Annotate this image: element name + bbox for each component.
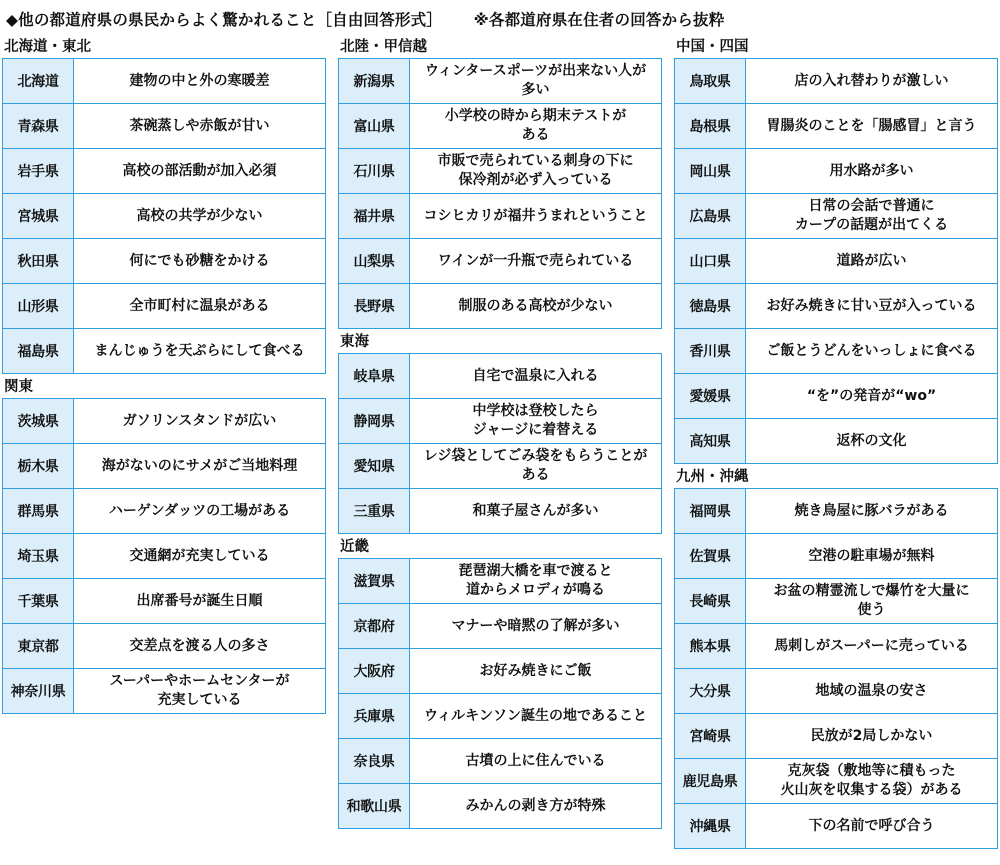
answer-text: “を”の発音が“wo”: [806, 387, 937, 404]
prefecture-name: 山形県: [3, 284, 74, 328]
prefecture-name: 京都府: [339, 604, 410, 648]
table-row: [3, 284, 325, 329]
prefecture-name: 北海道: [3, 59, 74, 103]
answer-text: 馬刺しがスーパーに売っている: [774, 637, 969, 654]
answer-text: 自宅で温泉に入れる: [472, 367, 599, 384]
prefecture-name: 滋賀県: [339, 559, 410, 603]
answer-text: 茶碗蒸しや赤飯が甘い: [129, 117, 270, 134]
answer-text: 出席番号が誕生日順: [136, 592, 263, 609]
prefecture-name: 千葉県: [3, 579, 74, 623]
table-row: [675, 194, 997, 239]
table-row: [3, 104, 325, 149]
region-table: [674, 58, 998, 464]
region-table: [2, 398, 326, 714]
answer-text: 海がないのにサメがご当地料理: [101, 457, 298, 474]
region-title: 近畿: [340, 539, 369, 555]
prefecture-name: 香川県: [675, 329, 746, 373]
table-row: [675, 489, 997, 534]
region-section: [2, 36, 326, 374]
table-row: [339, 444, 661, 489]
answer-text: 全市町村に温泉がある: [129, 297, 270, 314]
answer-text: 小学校の時から期末テストが ある: [444, 108, 627, 143]
answer-text: 制服のある高校が少ない: [458, 297, 613, 314]
answer-text: ハーゲンダッツの工場がある: [108, 502, 291, 519]
answer-text: まんじゅうを天ぷらにして食べる: [94, 342, 305, 359]
table-row: [3, 239, 325, 284]
prefecture-name: 徳島県: [675, 284, 746, 328]
prefecture-name: 鳥取県: [675, 59, 746, 103]
answer-text: 琵琶湖大橋を車で渡ると 道からメロディが鳴る: [458, 563, 613, 598]
region-table: [338, 58, 662, 329]
answer-text: ウィンタースポーツが出来ない人が 多い: [424, 63, 647, 98]
region-table: [674, 488, 998, 849]
prefecture-name: 愛媛県: [675, 374, 746, 418]
prefecture-name: 兵庫県: [339, 694, 410, 738]
table-row: [675, 759, 997, 804]
table-row: [675, 804, 997, 849]
table-row: [3, 489, 325, 534]
answer-text: 店の入れ替わりが激しい: [794, 72, 949, 89]
prefecture-name: 青森県: [3, 104, 74, 148]
region-section: [338, 331, 662, 534]
region-title: 関東: [4, 379, 33, 395]
prefecture-name: 和歌山県: [339, 784, 410, 828]
region-section: [338, 536, 662, 829]
column-1: [2, 36, 326, 716]
region-section: [2, 376, 326, 714]
table-row: [3, 194, 325, 239]
answer-text: コシヒカリが福井うまれということ: [423, 207, 648, 224]
prefecture-name: 島根県: [675, 104, 746, 148]
region-title: 東海: [340, 334, 369, 350]
prefecture-name: 奈良県: [339, 739, 410, 783]
table-row: [339, 649, 661, 694]
table-row: [675, 419, 997, 464]
answer-text: ご飯とうどんをいっしょに食べる: [766, 342, 977, 359]
table-row: [339, 149, 661, 194]
region-section: [674, 466, 998, 849]
table-row: [339, 284, 661, 329]
region-table: [2, 58, 326, 374]
answer-text: お盆の精霊流しで爆竹を大量に 使う: [773, 583, 970, 618]
prefecture-name: 岐阜県: [339, 354, 410, 398]
column-3: [674, 36, 998, 851]
answer-text: 胃腸炎のことを「腸感冒」と言う: [766, 117, 977, 134]
answer-text: お好み焼きにご飯: [479, 662, 592, 679]
prefecture-name: 長野県: [339, 284, 410, 328]
answer-text: 克灰袋（敷地等に積もった 火山灰を収集する袋）がある: [780, 763, 963, 798]
region-title: 九州・沖縄: [676, 469, 749, 485]
table-row: [675, 714, 997, 759]
table-row: [339, 784, 661, 829]
answer-text: ガソリンスタンドが広い: [122, 412, 277, 429]
prefecture-name: 鹿児島県: [675, 759, 746, 803]
prefecture-name: 栃木県: [3, 444, 74, 488]
table-row: [3, 444, 325, 489]
answer-text: ワインが一升瓶で売られている: [437, 252, 634, 269]
prefecture-name: 茨城県: [3, 399, 74, 443]
answer-text: レジ袋としてごみ袋をもらうことが ある: [423, 448, 648, 483]
answer-text: マナーや暗黙の了解が多い: [451, 617, 620, 634]
prefecture-name: 宮崎県: [675, 714, 746, 758]
answer-text: 中学校は登校したら ジャージに着替える: [472, 403, 599, 438]
table-row: [339, 59, 661, 104]
answer-text: 何にでも砂糖をかける: [129, 252, 270, 269]
prefecture-name: 大分県: [675, 669, 746, 713]
table-row: [3, 59, 325, 104]
answer-text: 空港の駐車場が無料: [808, 547, 935, 564]
answer-text: 交通網が充実している: [129, 547, 270, 564]
answer-text: 高校の部活動が加入必須: [122, 162, 277, 179]
region-section: [674, 36, 998, 464]
table-row: [675, 284, 997, 329]
table-row: [675, 329, 997, 374]
prefecture-name: 岩手県: [3, 149, 74, 193]
answer-text: 返杯の文化: [836, 432, 907, 449]
answer-text: みかんの剥き方が特殊: [465, 797, 606, 814]
page-title: ◆他の都道府県の県民からよく驚かれること［自由回答形式］: [6, 11, 443, 29]
region-table: [338, 353, 662, 534]
prefecture-name: 高知県: [675, 419, 746, 463]
prefecture-name: 群馬県: [3, 489, 74, 533]
prefecture-name: 神奈川県: [3, 669, 74, 713]
table-row: [675, 149, 997, 194]
region-title: 北海道・東北: [4, 39, 91, 55]
prefecture-name: 山口県: [675, 239, 746, 283]
prefecture-name: 長崎県: [675, 579, 746, 623]
table-row: [339, 559, 661, 604]
prefecture-name: 秋田県: [3, 239, 74, 283]
answer-text: 和菓子屋さんが多い: [472, 502, 599, 519]
prefecture-name: 東京都: [3, 624, 74, 668]
table-row: [339, 604, 661, 649]
table-row: [3, 329, 325, 374]
table-row: [339, 694, 661, 739]
prefecture-name: 石川県: [339, 149, 410, 193]
prefecture-name: 佐賀県: [675, 534, 746, 578]
answer-text: ウィルキンソン誕生の地であること: [423, 707, 648, 724]
table-row: [3, 534, 325, 579]
region-title: 北陸・甲信越: [340, 39, 427, 55]
table-row: [675, 104, 997, 149]
table-row: [675, 624, 997, 669]
prefecture-name: 熊本県: [675, 624, 746, 668]
table-row: [339, 354, 661, 399]
prefecture-name: 富山県: [339, 104, 410, 148]
answer-text: 下の名前で呼び合う: [808, 817, 935, 834]
prefecture-name: 福岡県: [675, 489, 746, 533]
prefecture-name: 愛知県: [339, 444, 410, 488]
answer-text: 高校の共学が少ない: [136, 207, 263, 224]
answer-text: スーパーやホームセンターが 充実している: [109, 673, 290, 708]
table-row: [339, 739, 661, 784]
page-note: ※各都道府県在住者の回答から抜粋: [473, 11, 725, 29]
table-row: [339, 194, 661, 239]
prefecture-name: 岡山県: [675, 149, 746, 193]
answer-text: 焼き鳥屋に豚バラがある: [794, 502, 949, 519]
table-row: [339, 239, 661, 284]
table-row: [3, 624, 325, 669]
answer-text: 地域の温泉の安さ: [815, 682, 928, 699]
page-header: [6, 8, 996, 32]
prefecture-name: 広島県: [675, 194, 746, 238]
table-row: [675, 59, 997, 104]
region-table: [338, 558, 662, 829]
prefecture-name: 静岡県: [339, 399, 410, 443]
prefecture-name: 山梨県: [339, 239, 410, 283]
answer-text: 古墳の上に住んでいる: [465, 752, 606, 769]
region-title: 中国・四国: [676, 39, 749, 55]
table-row: [675, 579, 997, 624]
table-row: [3, 579, 325, 624]
prefecture-name: 沖縄県: [675, 804, 746, 848]
answer-text: 日常の会話で普通に カープの話題が出てくる: [794, 198, 949, 233]
table-row: [675, 669, 997, 714]
table-row: [3, 149, 325, 194]
prefecture-name: 福井県: [339, 194, 410, 238]
prefecture-name: 三重県: [339, 489, 410, 533]
table-row: [675, 239, 997, 284]
region-section: [338, 36, 662, 329]
column-2: [338, 36, 662, 831]
table-row: [339, 489, 661, 534]
prefecture-name: 新潟県: [339, 59, 410, 103]
table-row: [675, 534, 997, 579]
answer-text: 市販で売られている刺身の下に 保冷剤が必ず入っている: [437, 153, 634, 188]
table-row: [3, 399, 325, 444]
prefecture-name: 福島県: [3, 329, 74, 373]
answer-text: 用水路が多い: [829, 162, 914, 179]
table-row: [339, 399, 661, 444]
answer-text: 民放が2局しかない: [810, 727, 933, 744]
answer-text: 建物の中と外の寒暖差: [129, 72, 270, 89]
prefecture-name: 宮城県: [3, 194, 74, 238]
table-row: [3, 669, 325, 714]
answer-text: 交差点を渡る人の多さ: [129, 637, 270, 654]
table-row: [339, 104, 661, 149]
answer-text: お好み焼きに甘い豆が入っている: [766, 297, 977, 314]
answer-text: 道路が広い: [836, 252, 907, 269]
prefecture-name: 大阪府: [339, 649, 410, 693]
table-row: [675, 374, 997, 419]
prefecture-name: 埼玉県: [3, 534, 74, 578]
